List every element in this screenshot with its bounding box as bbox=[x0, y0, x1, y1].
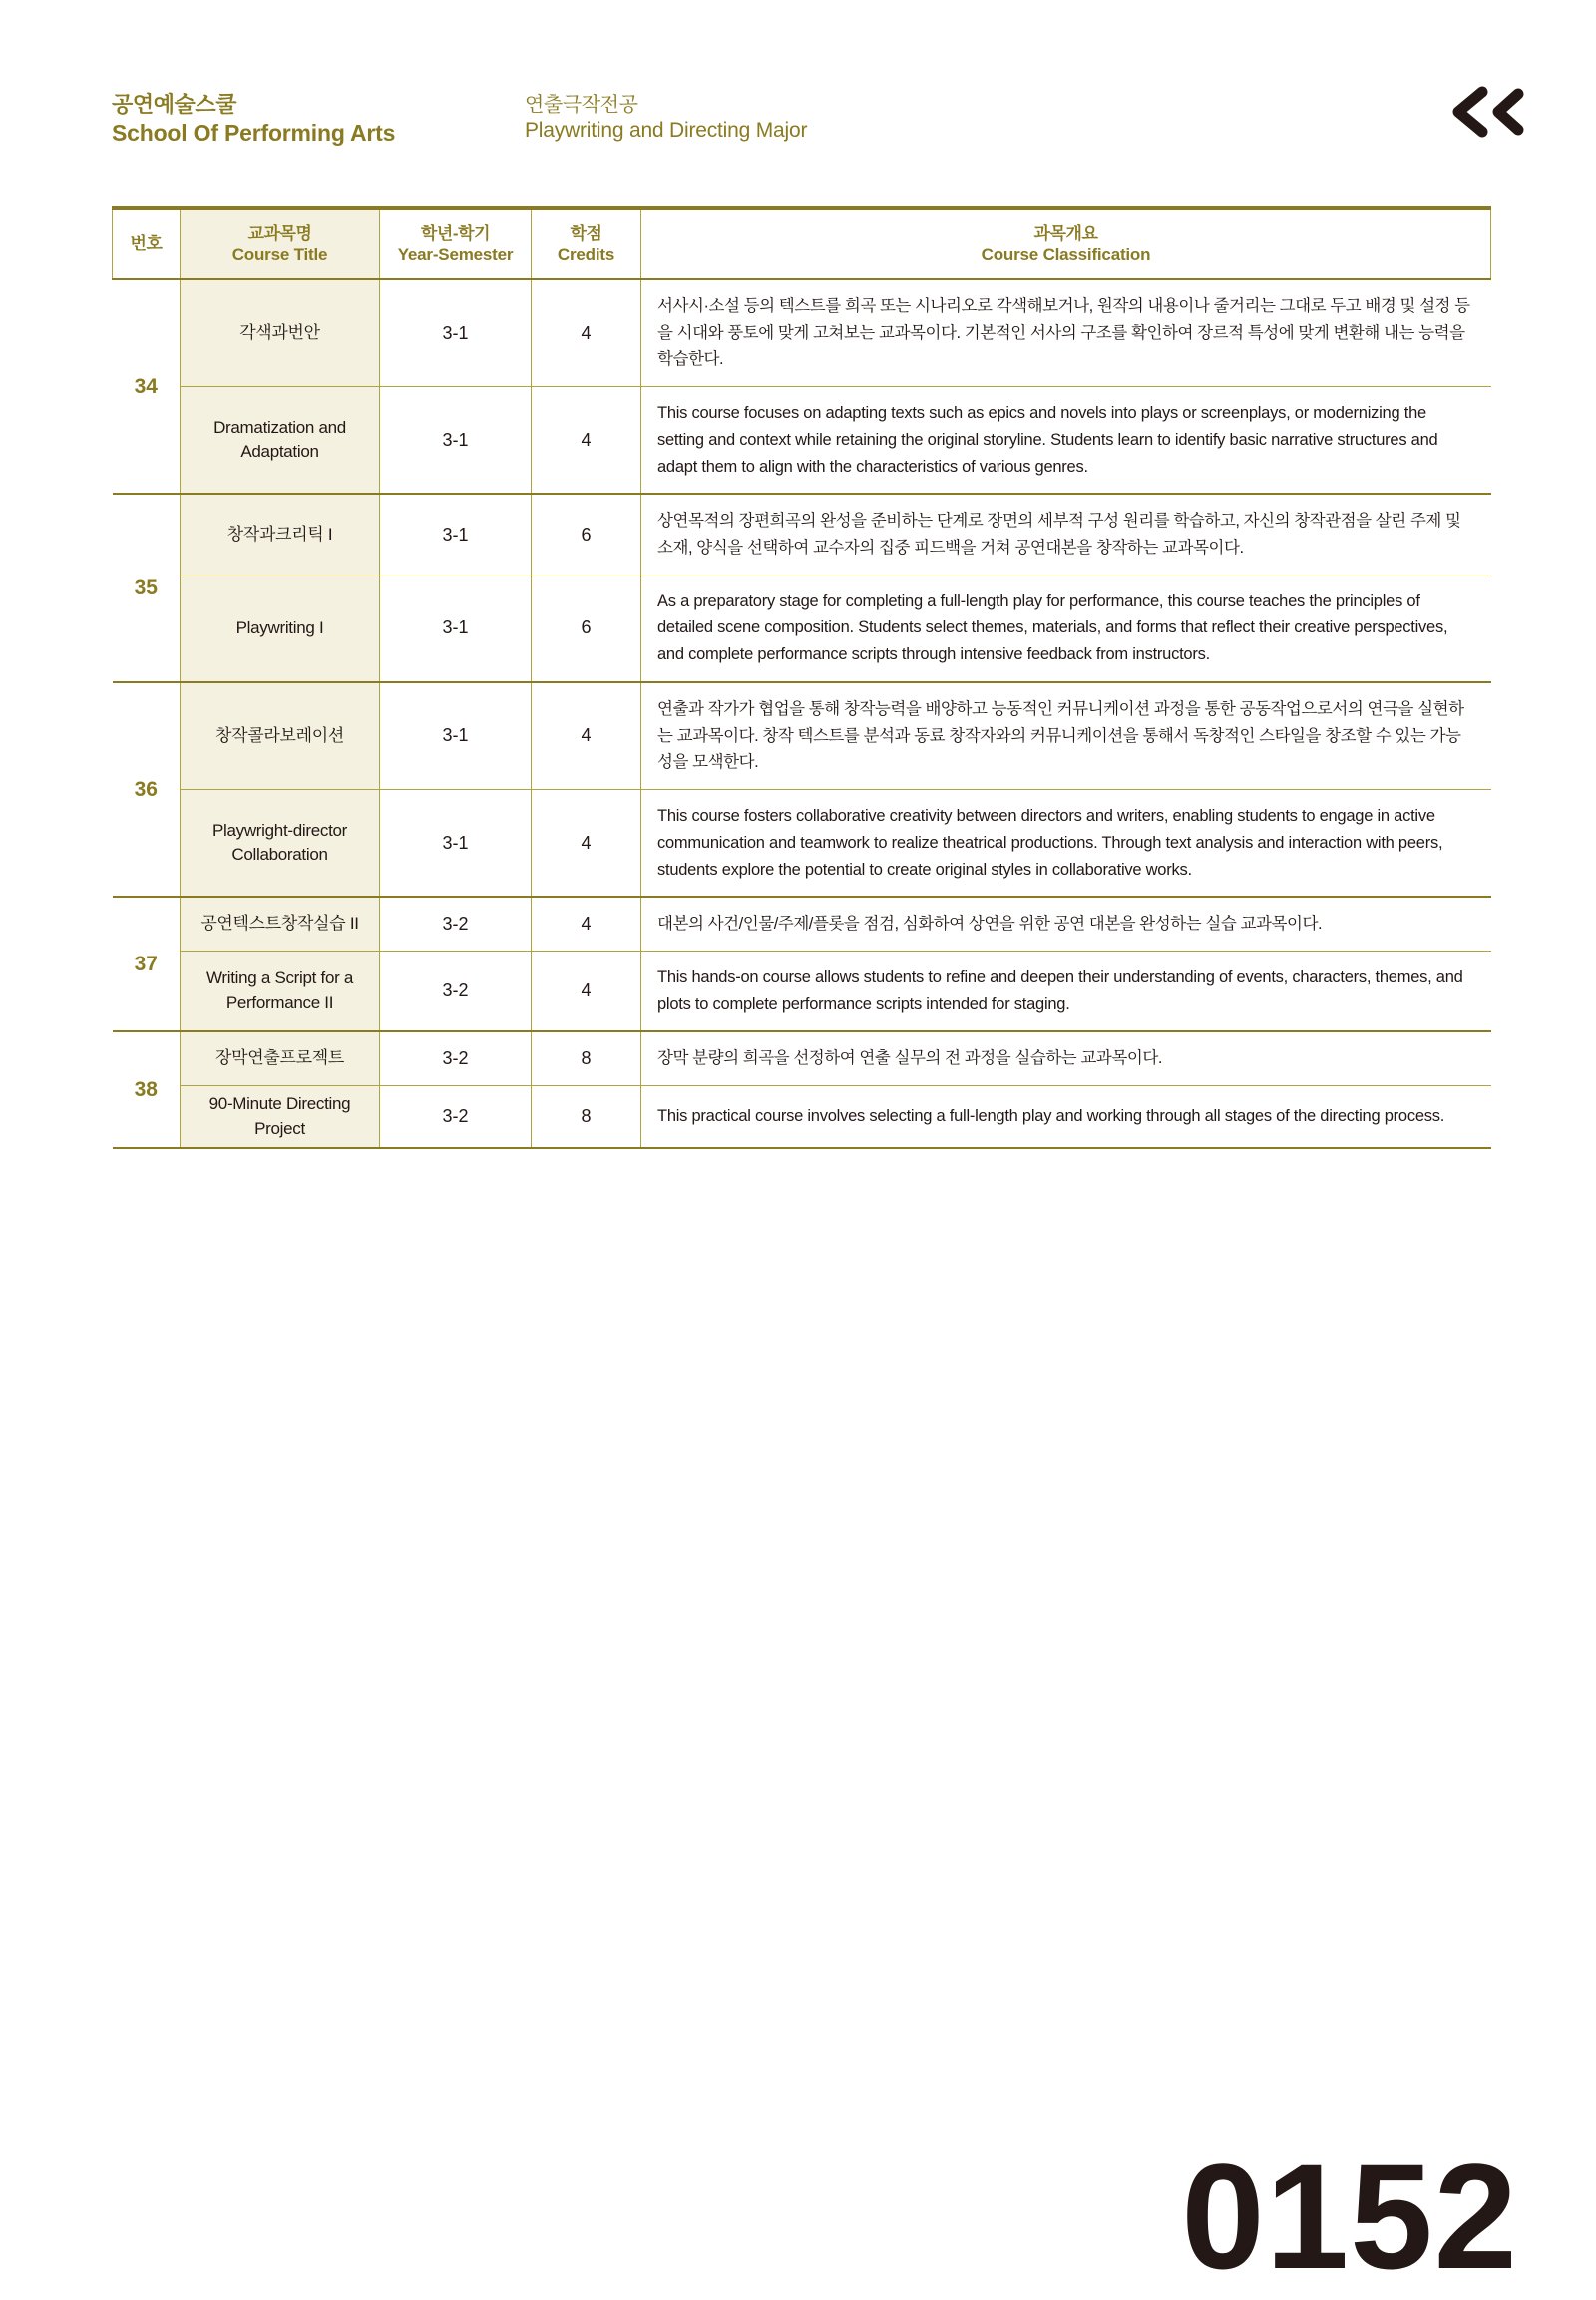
cell-course-description: This course fosters collaborative creativity between directors and writers, enabling students to engage in active communication and teamwork to realize theatrical productions. Through text analysis and interaction with peers, students explore the potential to create original styles in collaborative works. bbox=[641, 790, 1491, 898]
cell-year-semester: 3-2 bbox=[380, 897, 532, 951]
table-row bbox=[113, 279, 1491, 387]
cell-course-title: 공연텍스트창작실습 II bbox=[181, 897, 380, 951]
cell-credits: 4 bbox=[532, 682, 641, 790]
major-name-en: Playwriting and Directing Major bbox=[525, 119, 808, 143]
cell-course-description: This course focuses on adapting texts such as epics and novels into plays or screenplays, or modernizing the setting and context while retaining the original storyline. Students learn to identify basic narrative structures and adapt them to align with the characteristics of various genres. bbox=[641, 387, 1491, 495]
ck-logo bbox=[1442, 84, 1528, 140]
column-header-course-title bbox=[181, 208, 380, 279]
column-header-course-classification-ko: 과목개요 bbox=[1033, 223, 1098, 243]
table-row bbox=[113, 951, 1491, 1031]
cell-year-semester: 3-1 bbox=[380, 279, 532, 387]
cell-course-number: 37 bbox=[113, 897, 181, 1031]
cell-year-semester: 3-1 bbox=[380, 575, 532, 682]
cell-course-title: 창작콜라보레이션 bbox=[181, 682, 380, 790]
major-name-ko: 연출극작전공 bbox=[525, 94, 638, 116]
course-table bbox=[112, 206, 1491, 1149]
cell-course-title: Dramatization and Adaptation bbox=[181, 387, 380, 495]
table-row bbox=[113, 387, 1491, 495]
table-row bbox=[113, 682, 1491, 790]
cell-credits: 4 bbox=[532, 897, 641, 951]
cell-year-semester: 3-1 bbox=[380, 682, 532, 790]
school-name-en: School Of Performing Arts bbox=[112, 119, 396, 146]
cell-course-description: This hands-on course allows students to refine and deepen their understanding of events, characters, themes, and plots to complete performance scripts intended for staging. bbox=[641, 951, 1491, 1031]
cell-course-title: Playwriting I bbox=[181, 575, 380, 682]
column-header-course-classification bbox=[641, 208, 1491, 279]
major-name-block bbox=[525, 93, 807, 145]
cell-course-number: 36 bbox=[113, 682, 181, 897]
cell-course-number: 35 bbox=[113, 494, 181, 682]
cell-credits: 6 bbox=[532, 494, 641, 575]
column-header-course-classification-en: Course Classification bbox=[981, 245, 1151, 264]
cell-course-description: This practical course involves selecting a full-length play and working through all stages of the directing process. bbox=[641, 1086, 1491, 1149]
column-header-course-title-ko: 교과목명 bbox=[247, 223, 312, 243]
column-header-course-title-en: Course Title bbox=[231, 245, 328, 264]
school-name-block bbox=[112, 92, 395, 147]
table-row bbox=[113, 897, 1491, 951]
column-header-no-ko: 번호 bbox=[130, 234, 163, 254]
column-header-no bbox=[113, 208, 181, 279]
cell-credits: 8 bbox=[532, 1086, 641, 1149]
cell-course-number: 34 bbox=[113, 279, 181, 494]
cell-credits: 4 bbox=[532, 387, 641, 495]
cell-course-description: 연출과 작가가 협업을 통해 창작능력을 배양하고 능동적인 커뮤니케이션 과정을 통한 공동작업으로서의 연극을 실현하는 교과목이다. 창작 텍스트를 분석과 동료 창작자와의 커뮤니케이션을 통해서 독창적인 스타일을 창조할 수 있는 가능성을 모색한다. bbox=[641, 682, 1491, 790]
column-header-credits-ko: 학점 bbox=[570, 223, 602, 243]
column-header-year-semester-en: Year-Semester bbox=[397, 245, 514, 264]
cell-course-title: 창작과크리틱 I bbox=[181, 494, 380, 575]
cell-course-number: 38 bbox=[113, 1031, 181, 1148]
cell-year-semester: 3-2 bbox=[380, 1086, 532, 1149]
page-number: 0152 bbox=[1181, 2132, 1518, 2300]
table-header bbox=[113, 208, 1491, 279]
cell-course-description: 서사시·소설 등의 텍스트를 희곡 또는 시나리오로 각색해보거나, 원작의 내용이나 줄거리는 그대로 두고 배경 및 설정 등을 시대와 풍토에 맞게 고쳐보는 교과목이다. 기본적인 서사의 구조를 확인하여 장르적 특성에 맞게 변환해 내는 능력을 학습한다. bbox=[641, 279, 1491, 387]
cell-year-semester: 3-1 bbox=[380, 494, 532, 575]
cell-credits: 4 bbox=[532, 279, 641, 387]
cell-course-description: 대본의 사건/인물/주제/플롯을 점검, 심화하여 상연을 위한 공연 대본을 완성하는 실습 교과목이다. bbox=[641, 897, 1491, 951]
table-row bbox=[113, 790, 1491, 898]
column-header-year-semester bbox=[380, 208, 532, 279]
cell-course-title: 90-Minute Directing Project bbox=[181, 1086, 380, 1149]
column-header-credits bbox=[532, 208, 641, 279]
cell-course-title: 장막연출프로젝트 bbox=[181, 1031, 380, 1085]
school-name-ko: 공연예술스쿨 bbox=[112, 92, 237, 117]
column-header-year-semester-ko: 학년-학기 bbox=[420, 223, 491, 243]
cell-year-semester: 3-1 bbox=[380, 790, 532, 898]
cell-course-description: 장막 분량의 희곡을 선정하여 연출 실무의 전 과정을 실습하는 교과목이다. bbox=[641, 1031, 1491, 1085]
cell-credits: 4 bbox=[532, 951, 641, 1031]
cell-course-description: As a preparatory stage for completing a full-length play for performance, this course teaches the principles of detailed scene composition. Students select themes, materials, and forms that reflect their creative perspectives, and complete performance scripts through intensive feedback from instructors. bbox=[641, 575, 1491, 682]
table-header-row bbox=[113, 208, 1491, 279]
table-row bbox=[113, 1086, 1491, 1149]
table-row bbox=[113, 494, 1491, 575]
cell-year-semester: 3-1 bbox=[380, 387, 532, 495]
document-header bbox=[112, 92, 1488, 172]
cell-course-description: 상연목적의 장편희곡의 완성을 준비하는 단계로 장면의 세부적 구성 원리를 학습하고, 자신의 창작관점을 살린 주제 및 소재, 양식을 선택하여 교수자의 집중 피드백을 거쳐 공연대본을 창작하는 교과목이다. bbox=[641, 494, 1491, 575]
cell-course-title: Writing a Script for a Performance II bbox=[181, 951, 380, 1031]
cell-credits: 8 bbox=[532, 1031, 641, 1085]
cell-course-title: Playwright-director Collaboration bbox=[181, 790, 380, 898]
cell-credits: 6 bbox=[532, 575, 641, 682]
cell-year-semester: 3-2 bbox=[380, 1031, 532, 1085]
table-body bbox=[113, 279, 1491, 1148]
cell-course-title: 각색과번안 bbox=[181, 279, 380, 387]
cell-credits: 4 bbox=[532, 790, 641, 898]
column-header-credits-en: Credits bbox=[557, 245, 615, 264]
cell-year-semester: 3-2 bbox=[380, 951, 532, 1031]
table-row bbox=[113, 1031, 1491, 1085]
table-row bbox=[113, 575, 1491, 682]
